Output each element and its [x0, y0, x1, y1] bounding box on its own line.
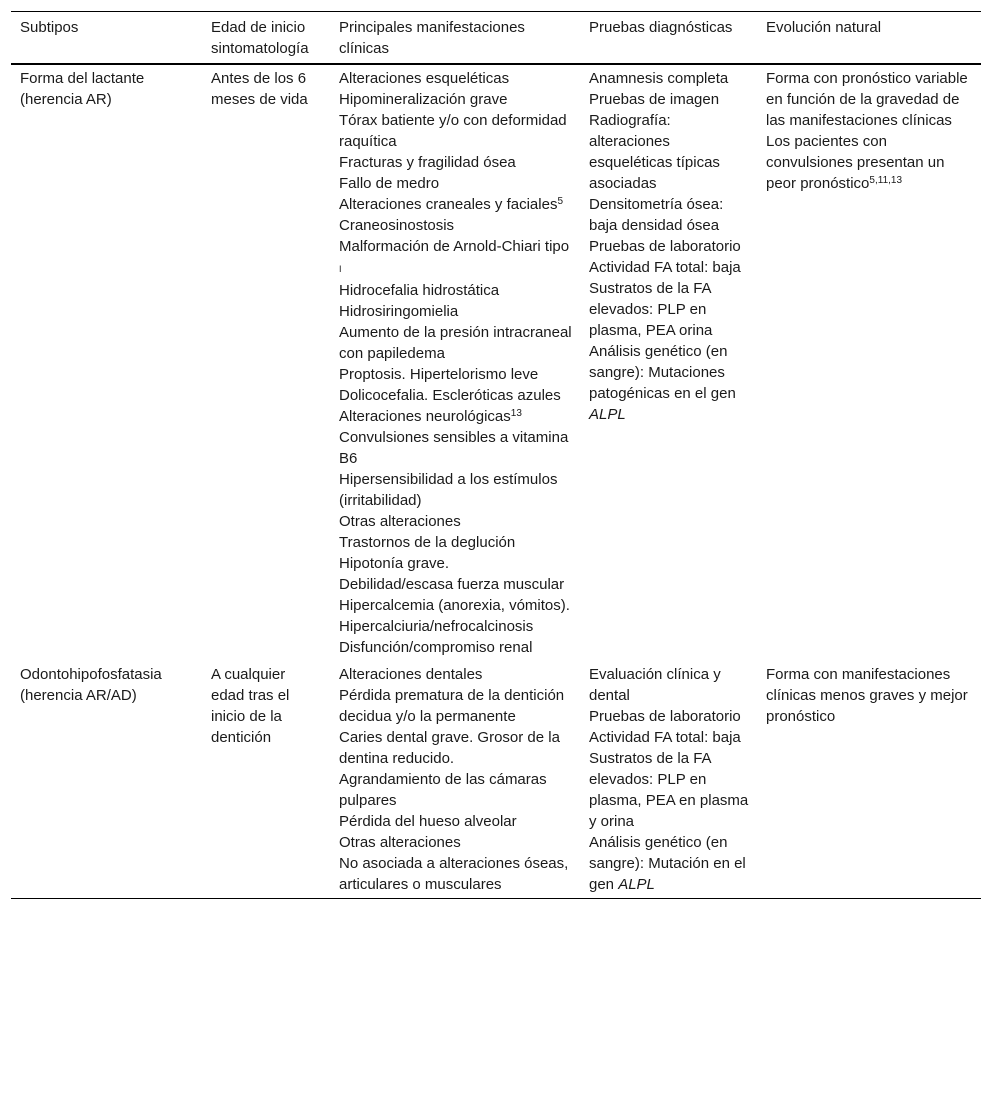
manifestation-line: Fallo de medro: [339, 175, 440, 192]
table-container: [11, 11, 981, 899]
manifestation-line: Hidrosiringomielia: [339, 303, 459, 320]
manifestation-line: Hipercalciuria/nefrocalcinosis: [339, 618, 534, 635]
test-line: Sustratos de la FA elevados: PLP en plasma, PEA en plasma y orina: [589, 750, 749, 830]
manifestation-line: Proptosis. Hipertelorismo leve: [339, 366, 539, 383]
cell-manifestaciones: [330, 661, 580, 899]
cell-manifestaciones: [330, 64, 580, 661]
manifestation-line: Otras alteraciones: [339, 834, 461, 851]
chiari-type-numeral: I: [339, 264, 342, 274]
manifestation-line: Dolicocefalia. Escleróticas azules: [339, 387, 561, 404]
manifestation-line: Debilidad/escasa fuerza muscular: [339, 576, 565, 593]
reference-superscript: 5,11,13: [869, 175, 903, 186]
manifestation-line: Trastornos de la deglución: [339, 534, 516, 551]
test-line: Pruebas de imagen: [589, 91, 720, 108]
manifestation-text: Malformación de Arnold-Chiari tipo: [339, 238, 570, 255]
manifestation-line: Fracturas y fragilidad ósea: [339, 154, 516, 171]
cell-evolucion: [757, 64, 981, 661]
manifestation-line: Hipotonía grave.: [339, 555, 450, 572]
manifestation-line: Hipomineralización grave: [339, 91, 508, 108]
reference-superscript: 13: [510, 408, 522, 419]
manifestation-line: Agrandamiento de las cámaras pulpares: [339, 771, 547, 809]
cell-pruebas: [580, 661, 757, 899]
cell-subtipo: Odontohipofosfatasia (herencia AR/AD): [20, 666, 162, 704]
table-row: [11, 661, 981, 899]
manifestation-line: [339, 406, 572, 427]
manifestation-line: Pérdida prematura de la dentición decidua y/o la permanente: [339, 687, 565, 725]
manifestation-line: Aumento de la presión intracraneal con papiledema: [339, 324, 572, 362]
manifestation-line: [339, 236, 572, 280]
table-row: [11, 64, 981, 661]
cell-edad: Antes de los 6 meses de vida: [211, 70, 308, 108]
cell-pruebas: [580, 64, 757, 661]
test-line: [589, 832, 749, 895]
gene-name: ALPL: [589, 406, 626, 423]
header-manifestaciones: Principales manifestaciones clínicas: [339, 19, 525, 57]
manifestation-line: Craneosinostosis: [339, 217, 455, 234]
reference-superscript: 5: [557, 196, 564, 207]
manifestation-line: Convulsiones sensibles a vitamina B6: [339, 429, 569, 467]
header-subtipos: Subtipos: [20, 19, 79, 36]
hypophosphatasia-subtypes-table: [11, 11, 981, 899]
evolution-text: Los pacientes con convulsiones presentan un peor pronóstico: [766, 133, 945, 192]
test-line: [589, 341, 749, 425]
table-header-row: [11, 12, 981, 65]
test-line: Radiografía: alteraciones esqueléticas típicas asociadas: [589, 112, 720, 192]
test-line: Anamnesis completa: [589, 70, 729, 87]
test-line: Actividad FA total: baja: [589, 729, 741, 746]
test-line: Evaluación clínica y dental: [589, 666, 721, 704]
manifestation-line: Caries dental grave. Grosor de la dentina reducido.: [339, 729, 560, 767]
cell-edad: A cualquier edad tras el inicio de la dentición: [211, 666, 290, 746]
manifestation-line: [339, 194, 572, 215]
test-line: Pruebas de laboratorio: [589, 238, 741, 255]
manifestation-line: Tórax batiente y/o con deformidad raquítica: [339, 112, 567, 150]
cell-subtipo: Forma del lactante (herencia AR): [20, 70, 145, 108]
manifestation-line: Hidrocefalia hidrostática: [339, 282, 500, 299]
cell-evolucion: [757, 661, 981, 899]
test-text: Análisis genético (en sangre): Mutación en el gen: [589, 834, 746, 893]
manifestation-line: Pérdida del hueso alveolar: [339, 813, 517, 830]
manifestation-line: Disfunción/compromiso renal: [339, 639, 533, 656]
header-edad-inicio: Edad de inicio sintomatología: [211, 19, 309, 57]
manifestation-line: Alteraciones esqueléticas: [339, 70, 510, 87]
header-evolucion: Evolución natural: [766, 19, 882, 36]
test-line: Actividad FA total: baja: [589, 259, 741, 276]
manifestation-text: Alteraciones neurológicas: [339, 408, 511, 425]
evolution-line: Forma con pronóstico variable en función de la gravedad de las manifestaciones clínicas: [766, 70, 968, 129]
test-line: Pruebas de laboratorio: [589, 708, 741, 725]
test-line: Densitometría ósea: baja densidad ósea: [589, 196, 724, 234]
manifestation-text: Alteraciones craneales y faciales: [339, 196, 558, 213]
manifestation-line: Hipercalcemia (anorexia, vómitos).: [339, 597, 570, 614]
test-text: Análisis genético (en sangre): Mutaciones patogénicas en el gen: [589, 343, 736, 402]
evolution-line: [766, 131, 973, 194]
header-pruebas: Pruebas diagnósticas: [589, 19, 733, 36]
manifestation-line: Hipersensibilidad a los estímulos (irritabilidad): [339, 471, 558, 509]
manifestation-line: No asociada a alteraciones óseas, articulares o musculares: [339, 855, 569, 893]
test-line: Sustratos de la FA elevados: PLP en plasma, PEA orina: [589, 280, 713, 339]
evolution-line: Forma con manifestaciones clínicas menos graves y mejor pronóstico: [766, 666, 968, 725]
manifestation-line: Alteraciones dentales: [339, 666, 483, 683]
manifestation-line: Otras alteraciones: [339, 513, 461, 530]
gene-name: ALPL: [618, 876, 655, 893]
